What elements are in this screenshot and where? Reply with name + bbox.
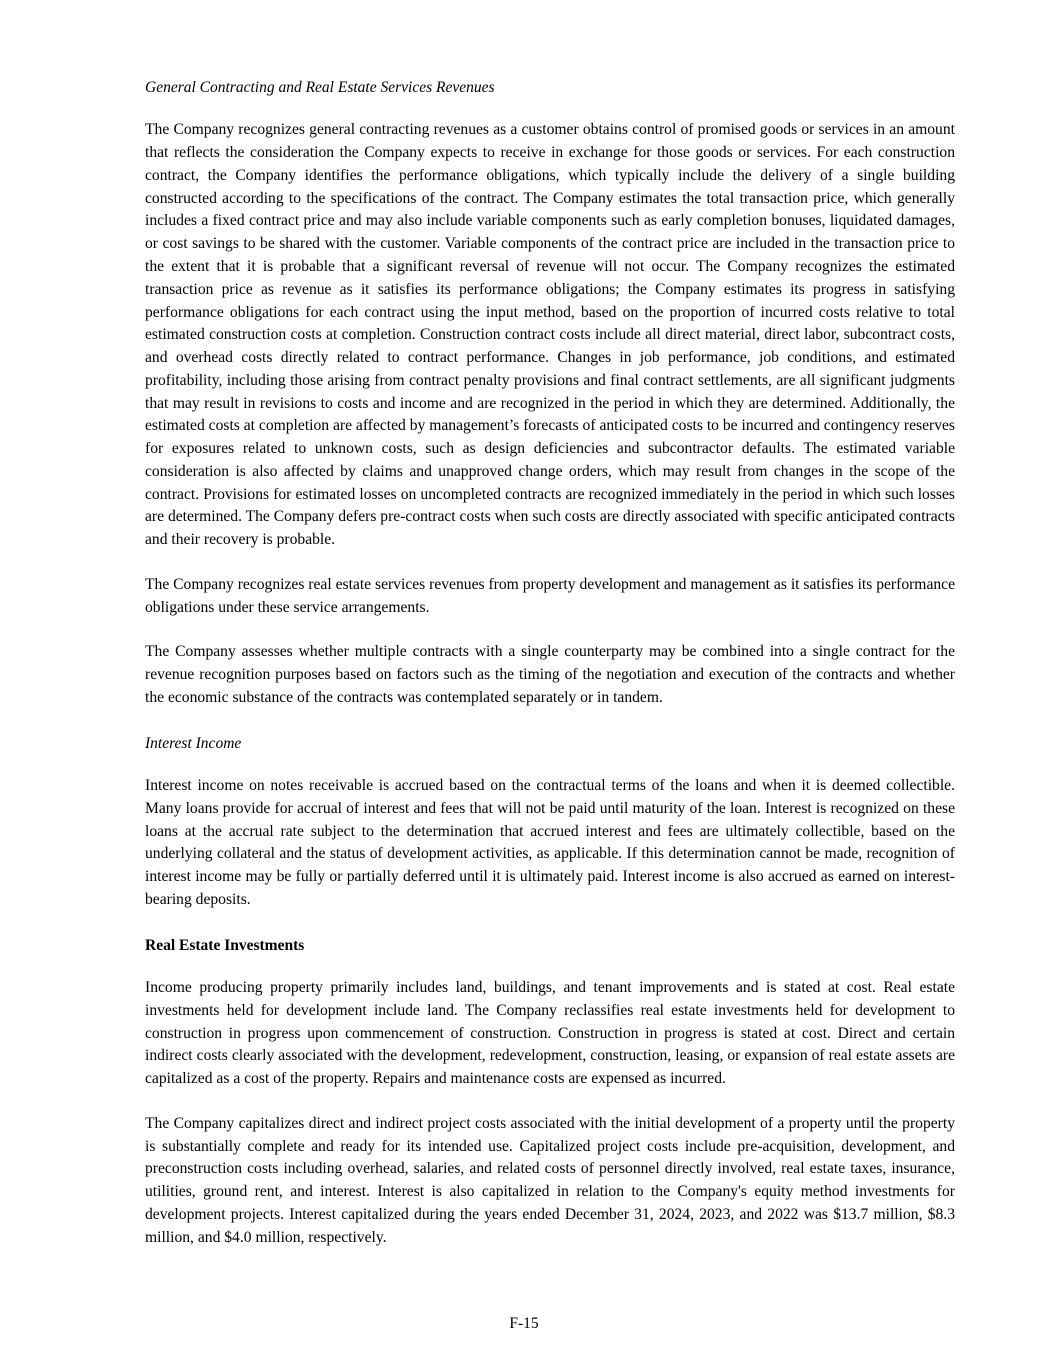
paragraph-general-contracting-1: The Company recognizes general contracting revenues as a customer obtains control of promised goods or services in an amount that reflects the consideration the Company expects to receive in exchange for those goods or services. For each construction contract, the Company identifies the performance obligations, which typically include the delivery of a single building constructed according to the specifications of the contract. The Company estimates the total transaction price, which generally includes a fixed contract price and may also include variable components such as early completion bonuses, liquidated damages, or cost savings to be shared with the customer. Variable components of the contract price are included in the transaction price to the extent that it is probable that a significant reversal of revenue will not occur. The Company recognizes the estimated transaction price as revenue as it satisfies its performance obligations; the Company estimates its progress in satisfying performance obligations for each contract using the input method, based on the proportion of incurred costs relative to total estimated construction costs at completion. Construction contract costs include all direct material, direct labor, subcontract costs, and overhead costs directly related to contract performance. Changes in job performance, job conditions, and estimated profitability, including those arising from contract penalty provisions and final contract settlements, are all significant judgments that may result in revisions to costs and income and are recognized in the period in which they are determined. Additionally, the estimated costs at completion are affected by management’s forecasts of anticipated costs to be incurred and contingency reserves for exposures related to unknown costs, such as design deficiencies and subcontractor defaults. The estimated variable consideration is also affected by claims and unapproved change orders, which may result from changes in the scope of the contract. Provisions for estimated losses on uncompleted contracts are recognized immediately in the period in which such losses are determined. The Company defers pre-contract costs when such costs are directly associated with specific anticipated contracts and their recovery is probable.	[145, 121, 955, 549]
section-heading-interest-income: Interest Income	[145, 734, 242, 752]
section-heading-real-estate-investments: Real Estate Investments	[145, 936, 305, 954]
paragraph-real-estate-investments-2: The Company capitalizes direct and indirect project costs associated with the initial development of a property until the property is substantially complete and ready for its intended use. Capitalized project costs include pre-acquisition, development, and preconstruction costs including overhead, salaries, and related costs of personnel directly involved, real estate taxes, insurance, utilities, ground rent, and interest. Interest is also capitalized in relation to the Company's equity method investments for development projects. Interest capitalized during the years ended December 31, 2024, 2023, and 2022 was $13.7 million, $8.3 million, and $4.0 million, respectively.	[145, 1114, 955, 1246]
page-number-footer: F-15	[509, 1315, 539, 1332]
section-heading-general-contracting: General Contracting and Real Estate Services Revenues	[145, 79, 495, 96]
page-content	[145, 78, 955, 1250]
paragraph-real-estate-investments-1: Income producing property primarily includes land, buildings, and tenant improvements and is stated at cost. Real estate investments held for development include land. The Company reclassifies real estate investments held for development to construction in progress upon commencement of construction. Construction in progress is stated at cost. Direct and certain indirect costs clearly associated with the development, redevelopment, construction, leasing, or expansion of real estate assets are capitalized as a cost of the property. Repairs and maintenance costs are expensed as incurred.	[145, 979, 955, 1088]
paragraph-interest-income-1: Interest income on notes receivable is accrued based on the contractual terms of the loans and when it is deemed collectible. Many loans provide for accrual of interest and fees that will not be paid until maturity of the loan. Interest is recognized on these loans at the accrual rate subject to the determination that accrued interest and fees are ultimately collectible, based on the underlying collateral and the status of development activities, as applicable. If this determination cannot be made, recognition of interest income may be fully or partially deferred until it is ultimately paid. Interest income is also accrued as earned on interest-bearing deposits.	[145, 777, 955, 908]
paragraph-general-contracting-2: The Company recognizes real estate services revenues from property development and management as it satisfies its performance obligations under these service arrangements.	[145, 575, 955, 616]
paragraph-general-contracting-3: The Company assesses whether multiple contracts with a single counterparty may be combined into a single contract for the revenue recognition purposes based on factors such as the timing of the negotiation and execution of the contracts and whether the economic substance of the contracts was contemplated separately or in tandem.	[145, 643, 955, 706]
